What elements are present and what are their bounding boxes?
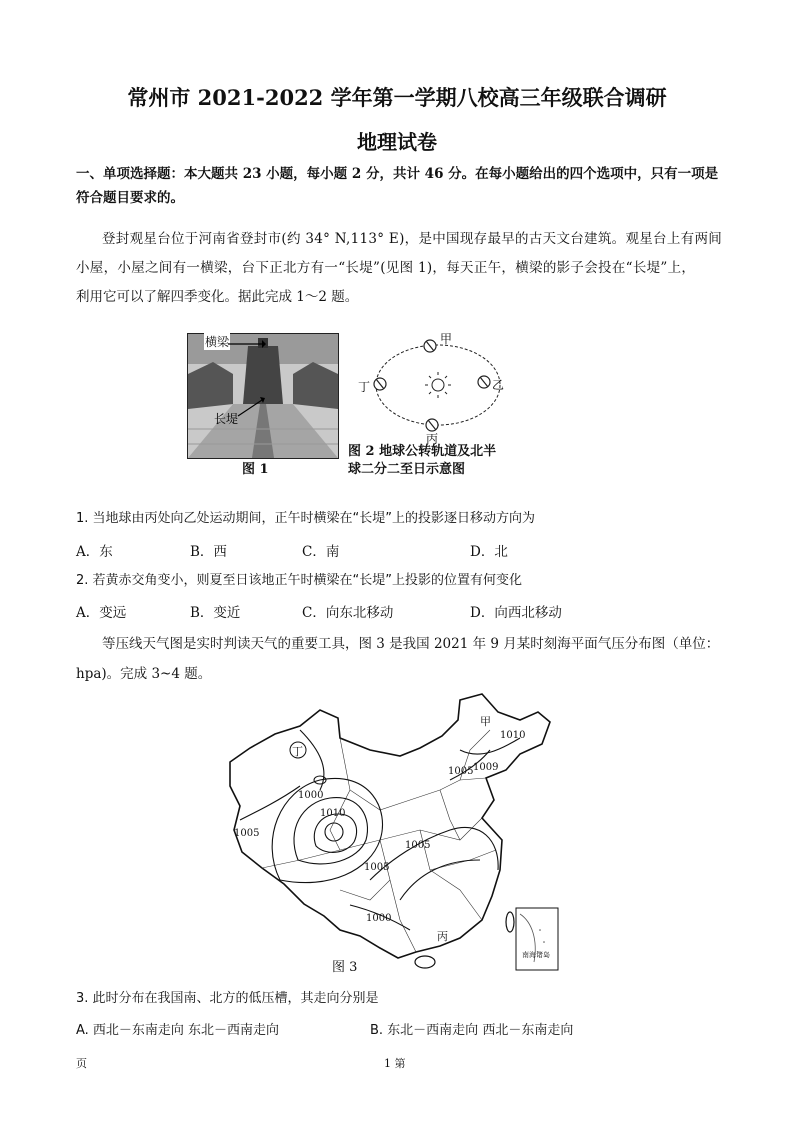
exam-title: 常州市 2021-2022 学年第一学期八校高三年级联合调研: [127, 85, 667, 110]
figure1-caption: 图 1: [242, 462, 269, 477]
section-instruction-line1: 一、单项选择题：本大题共 23 小题，每小题 2 分，共计 46 分。在每小题给出的四个选项中，只有一项是: [76, 166, 719, 182]
footer-page-number: 1 第: [384, 1057, 406, 1070]
section-instruction-line2: 符合题目要求的。: [76, 190, 184, 206]
passage2-line2: hpa)。完成 3~4 题。: [76, 666, 212, 682]
figure1-beam-arrow: [226, 337, 266, 351]
figure2-label-ding: 丁: [358, 380, 371, 394]
passage1-line3: 利用它可以了解四季变化。据此完成 1～2 题。: [76, 289, 359, 305]
q2-option-b[interactable]: B．变近: [190, 605, 241, 621]
figure2-orbit-diagram: [360, 330, 510, 442]
figure1-label-beam: 横梁: [205, 335, 230, 349]
isobar-label: 1005: [234, 828, 260, 839]
isobar-label: 1000: [366, 913, 392, 924]
isobar-label: 1005: [364, 862, 390, 873]
figure2-caption-line2: 球二分二至日示意图: [348, 462, 466, 477]
figure1-label-dike: 长堤: [214, 412, 239, 426]
q2-option-c[interactable]: C．向东北移动: [302, 605, 394, 621]
passage1-line2: 小屋，小屋之间有一横梁，台下正北方有一“长堤”(见图 1)，每天正午，横梁的影子会投在“长堤”上，: [76, 260, 696, 276]
q3-stem: 3. 此时分布在我国南、北方的低压槽，其走向分别是: [76, 991, 379, 1006]
footer-left: 页: [76, 1057, 87, 1070]
figure3-label-jia: 甲: [480, 715, 491, 728]
q1-option-a[interactable]: A．东: [76, 544, 113, 560]
exam-subtitle: 地理试卷: [357, 130, 437, 154]
q2-stem: 2. 若黄赤交角变小，则夏至日该地正午时横梁在“长堤”上投影的位置有何变化: [76, 573, 523, 588]
q3-option-a[interactable]: A. 西北－东南走向 东北－西南走向: [76, 1023, 280, 1038]
q1-option-c[interactable]: C．南: [302, 544, 340, 560]
figure2-caption-line1: 图 2 地球公转轨道及北半: [348, 444, 497, 459]
figure1-dike-arrow: [236, 396, 266, 418]
passage1-line1: 登封观星台位于河南省登封市(约 34° N,113° E)，是中国现存最早的古天文台建筑。观星台上有两间: [102, 231, 723, 247]
q1-option-d[interactable]: D．北: [470, 544, 508, 560]
q1-option-b[interactable]: B．西: [190, 544, 227, 560]
figure3-inset-label: 南海诸岛: [522, 951, 550, 959]
figure3-label-ding: 丁: [292, 745, 303, 758]
isobar-label: 1005: [405, 840, 431, 851]
figure2-label-jia: 甲: [440, 332, 453, 346]
isobar-label: 1005: [448, 766, 474, 777]
figure2-label-bing: 丙: [426, 432, 439, 446]
q3-option-b[interactable]: B. 东北－西南走向 西北－东南走向: [370, 1023, 574, 1038]
figure3-label-bing: 丙: [437, 930, 448, 943]
isobar-label: 1000: [298, 790, 324, 801]
figure2-label-yi: 乙: [492, 378, 505, 392]
passage2-line1: 等压线天气图是实时判读天气的重要工具，图 3 是我国 2021 年 9 月某时刻海平面气压分布图（单位：: [102, 636, 720, 652]
q1-stem: 1. 当地球由丙处向乙处运动期间，正午时横梁在“长堤”上的投影逐日移动方向为: [76, 511, 536, 526]
isobar-label: 1010: [500, 730, 526, 741]
figure3-caption: 图 3: [332, 960, 358, 975]
q2-option-a[interactable]: A．变远: [76, 605, 127, 621]
isobar-label: 1009: [473, 762, 499, 773]
isobar-label: 1010: [320, 808, 346, 819]
q2-option-d[interactable]: D．向西北移动: [470, 605, 562, 621]
